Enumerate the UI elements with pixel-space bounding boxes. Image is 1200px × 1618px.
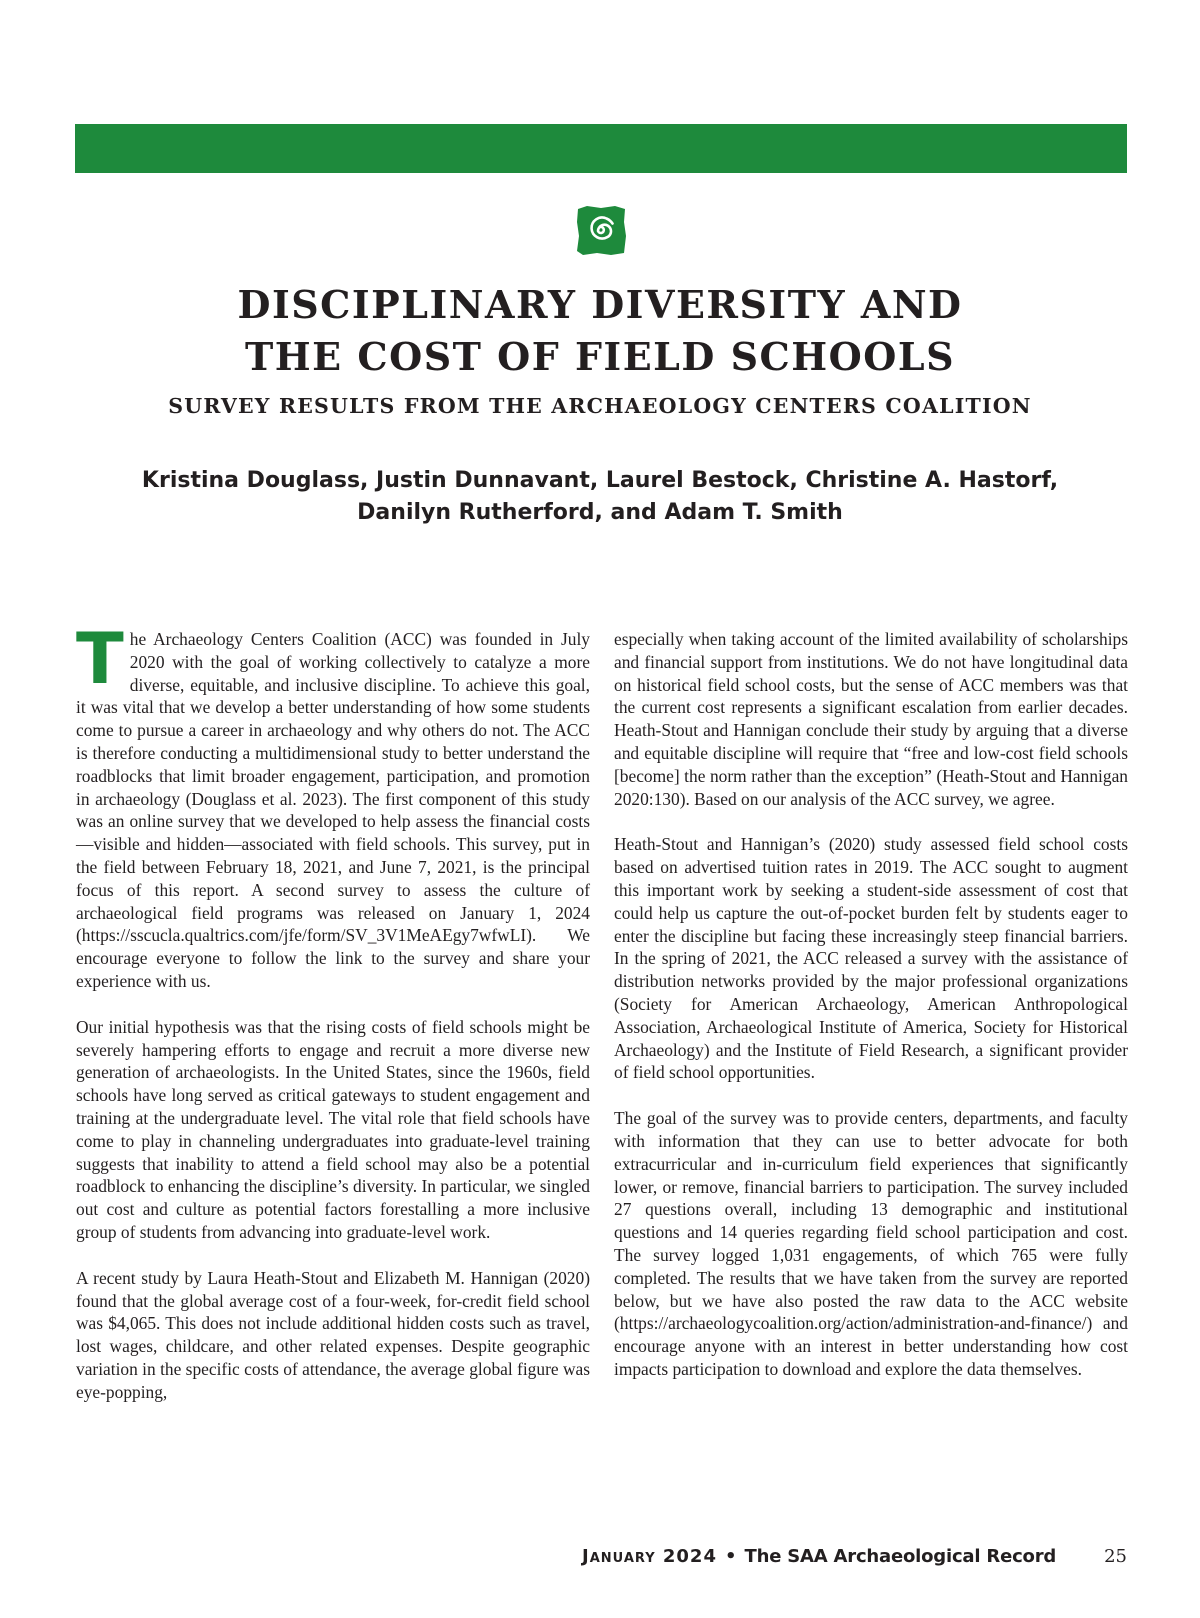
drop-cap: T — [76, 618, 124, 700]
page-number: 25 — [1104, 1546, 1127, 1567]
header-green-band — [75, 124, 1127, 173]
paragraph — [76, 618, 590, 993]
paragraph-text: he Archaeology Centers Coalition (ACC) was founded in July 2020 with the goal of working collectively to catalyze a more diverse, equitable, and inclusive discipline. To achieve this goal, it was vital that we develop a better understanding of how some students come to pursue a career in archaeology and why others do not. The ACC is therefore conducting a multidimensional study to better understand the roadblocks that limit broader engagement, participation, and promotion in archaeology (Douglass et al. 2023). The first component of this study was an online survey that we developed to help assess the financial costs—visible and hidden—associated with field schools. This survey, put in the field between February 18, 2021, and June 7, 2021, is the principal focus of this report. A second survey to assess the culture of archaeological field programs was released on January 1, 2024 (https://sscucla.qualtrics.com/jfe/form/SV_3V1MeAEgy7wfwLI). We encourage everyone to follow the link to the survey and share your experience with us. — [76, 629, 590, 991]
authors-line-2: Danilyn Rutherford, and Adam T. Smith — [357, 500, 843, 525]
paragraph: especially when taking account of the limited availability of scholarships and financial support from institutions. We do not have longitudinal data on historical field school costs, but the sense of ACC members was that the current cost represents a significant escalation from earlier decades. Heath-Stout and Hannigan conclude their study by arguing that a diverse and equitable discipline will require that “free and low-cost field schools [become] the norm rather than the exception” (Heath-Stout and Hannigan 2020:130). Based on our analysis of the ACC survey, we agree. — [614, 629, 1128, 809]
spiral-icon — [575, 204, 627, 256]
footer-bullet: • — [724, 1546, 737, 1567]
article-title-line-2: THE COST OF FIELD SCHOOLS — [244, 334, 956, 379]
article-subtitle: SURVEY RESULTS FROM THE ARCHAEOLOGY CENTERS COALITION — [168, 394, 1032, 418]
footer-journal-name: The SAA Archaeological Record — [744, 1546, 1057, 1567]
paragraph: A recent study by Laura Heath-Stout and Elizabeth M. Hannigan (2020) found that the global average cost of a four-week, for-credit field school was $4,065. This does not include additional hidden costs such as travel, lost wages, childcare, and other related expenses. Despite geographic variation in the specific costs of attendance, the average global figure was eye-popping, — [76, 1267, 590, 1402]
paragraph: Heath-Stout and Hannigan’s (2020) study assessed field school costs based on advertised tuition rates in 2019. The ACC sought to augment this important work by seeking a student-side assessment of cost that could help us capture the out-of-pocket burden felt by students eager to enter the discipline but facing these increasingly steep financial barriers. In the spring of 2021, the ACC released a survey with the assistance of distribution networks provided by the major professional organizations (Society for American Archaeology, American Anthropological Association, Archaeological Institute of America, Society for Historical Archaeology) and the Institute of Field Research, a significant provider of field school opportunities. — [614, 834, 1128, 1083]
authors-line-1: Kristina Douglass, Justin Dunnavant, Laurel Bestock, Christine A. Hastorf, — [141, 468, 1059, 493]
paragraph: The goal of the survey was to provide centers, departments, and faculty with information that they can use to better advocate for both extracurricular and in-curriculum field experiences that significantly lower, or remove, financial barriers to participation. The survey included 27 questions overall, including 13 demographic and institutional questions and 14 queries regarding field school participation and cost. The survey logged 1,031 engagements, of which 765 were fully completed. The results that we have taken from the survey are reported below, but we have also posted the raw data to the ACC website (https://archaeologycoalition.org/action/administration-and-finance/) and encourage anyone with an interest in better understanding how cost impacts participation to download and explore the data themselves. — [614, 1108, 1128, 1379]
page-footer — [0, 1544, 1127, 1570]
left-column — [76, 618, 590, 1427]
article-title-line-1: DISCIPLINARY DIVERSITY AND — [237, 282, 963, 327]
paragraph: Our initial hypothesis was that the rising costs of field schools might be severely hampering efforts to engage and recruit a more diverse new generation of archaeologists. In the United States, since the 1960s, field schools have long served as critical gateways to student engagement and training at the undergraduate level. The vital role that field schools have come to play in channeling undergraduates into graduate-level training suggests that inability to attend a field school may also be a potential roadblock to enhancing the discipline’s diversity. In particular, we singled out cost and culture as potential factors forestalling a more inclusive group of students from advancing into graduate-level work. — [76, 1016, 590, 1242]
footer-date: January 2024 — [582, 1546, 717, 1567]
right-column — [614, 628, 1128, 1404]
